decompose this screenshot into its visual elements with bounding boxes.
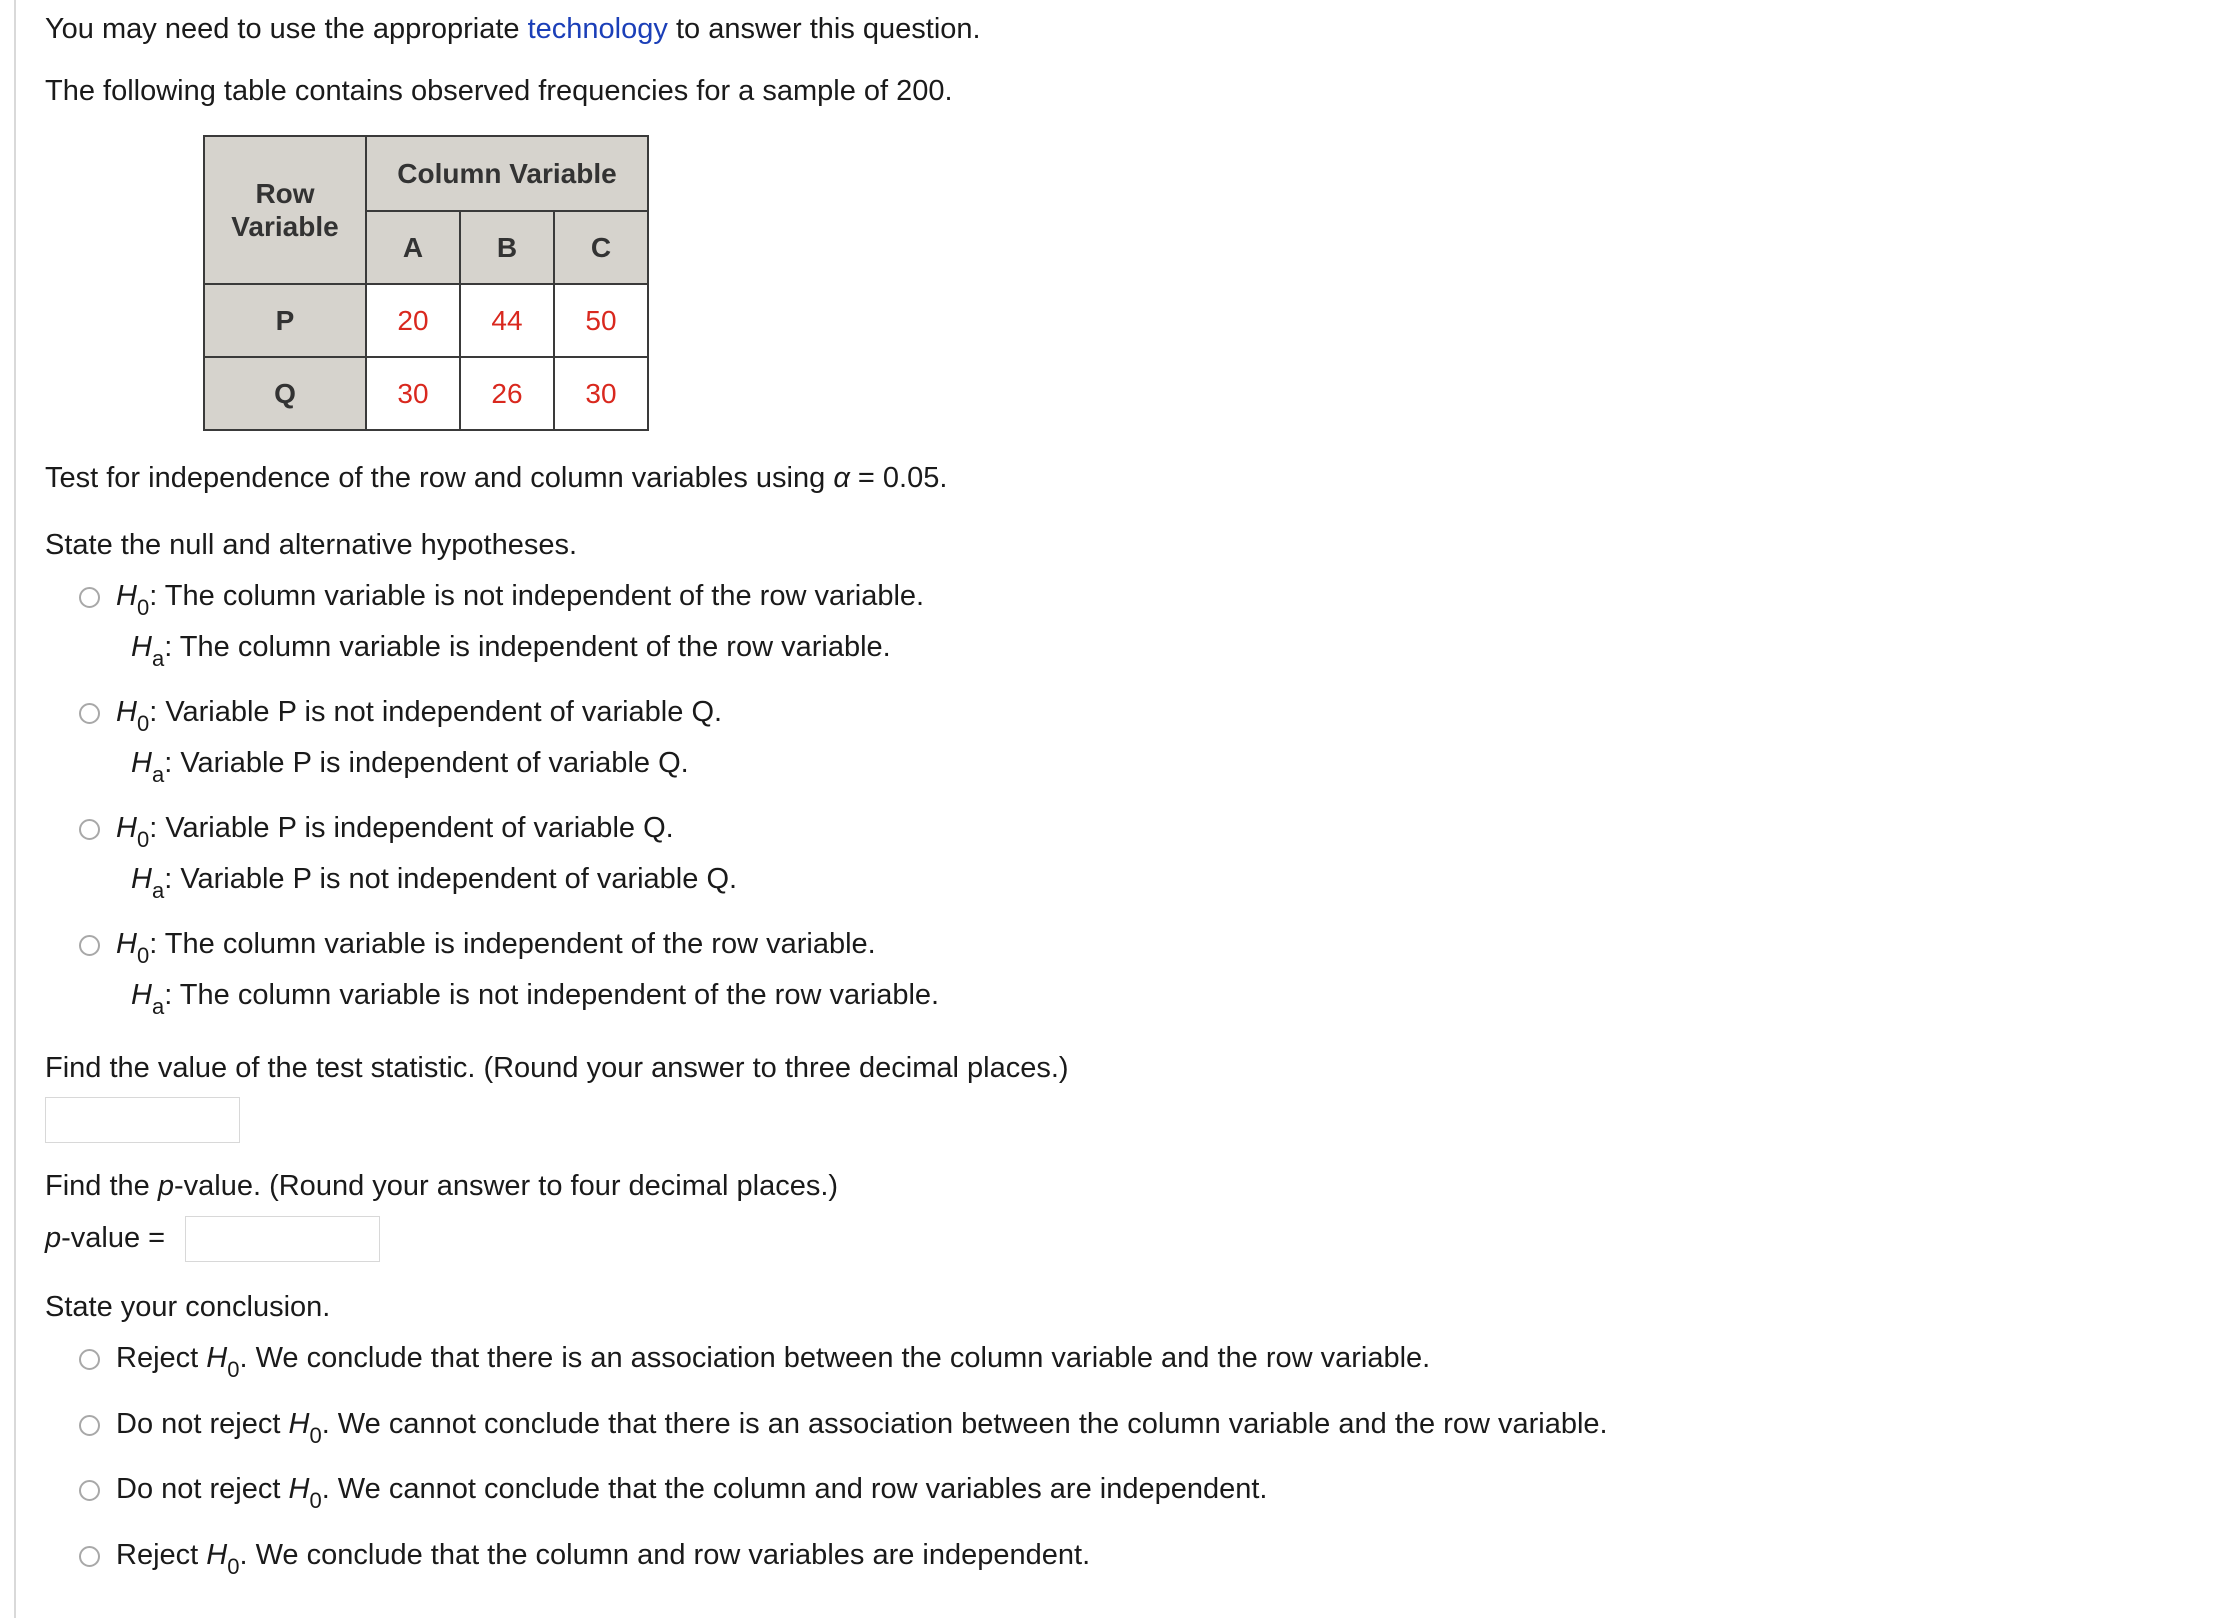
null-text: : Variable P is not independent of variable Q. [149, 696, 723, 728]
sub-0: 0 [136, 827, 150, 852]
conclusion-pre: Do not reject [116, 1473, 289, 1505]
conclusion-option-2-radio[interactable] [79, 1415, 100, 1436]
column-header-b: B [460, 211, 554, 284]
sub-0: 0 [136, 711, 150, 736]
cell-q-b: 26 [460, 357, 554, 430]
sub-0: 0 [227, 1554, 240, 1579]
sub-0: 0 [309, 1488, 322, 1513]
conclusion-option-4-radio[interactable] [79, 1546, 100, 1567]
h-symbol: H [288, 1473, 310, 1505]
column-header-c: C [554, 211, 648, 284]
cell-q-c: 30 [554, 357, 648, 430]
alt-text: : Variable P is independent of variable Q. [164, 747, 689, 779]
sub-0: 0 [309, 1423, 322, 1448]
h-symbol: H [116, 580, 137, 612]
pvalue-label-p: p [45, 1222, 62, 1254]
conclusion-option-1-label[interactable] [116, 1340, 1431, 1382]
hypothesis-option-2-radio[interactable] [79, 703, 100, 724]
frequency-table [203, 135, 649, 431]
hypothesis-option-3-alt [131, 861, 738, 903]
null-text: : The column variable is not independent of the row variable. [149, 580, 925, 612]
test-pre: Test for independence of the row and column variables using [45, 462, 834, 494]
cell-p-a: 20 [366, 284, 460, 357]
hypothesis-option-1-alt [131, 629, 891, 671]
h-symbol: H [206, 1342, 228, 1374]
sub-0: 0 [227, 1357, 240, 1382]
table-row [204, 357, 648, 430]
null-text: : Variable P is independent of variable Q. [149, 812, 674, 844]
conclusion-option-3-label[interactable] [116, 1471, 1268, 1513]
pvalue-label [45, 1220, 165, 1256]
pvalue-prompt-pre: Find the [45, 1170, 158, 1202]
alt-text: : The column variable is not independent of the row variable. [164, 979, 940, 1011]
pvalue-prompt-post: -value. (Round your answer to four decimal places.) [173, 1170, 839, 1202]
sub-0: 0 [136, 595, 150, 620]
intro-post: to answer this question. [667, 13, 981, 45]
pvalue-label-post: -value = [61, 1222, 166, 1254]
h-symbol: H [116, 812, 137, 844]
pvalue-prompt [45, 1168, 838, 1204]
sub-0: 0 [136, 943, 150, 968]
alt-text: : Variable P is not independent of variable Q. [164, 863, 738, 895]
row-label-q: Q [204, 357, 366, 430]
row-variable-line2: Variable [231, 211, 339, 242]
hypothesis-option-1-radio[interactable] [79, 587, 100, 608]
conclusion-post: . We cannot conclude that there is an association between the column variable and the row variable. [321, 1408, 1608, 1440]
hypothesis-option-4-radio[interactable] [79, 935, 100, 956]
pvalue-prompt-p: p [157, 1170, 174, 1202]
h-symbol: H [116, 696, 137, 728]
h-symbol: H [131, 863, 152, 895]
hypotheses-prompt: State the null and alternative hypotheses. [45, 529, 578, 561]
hypothesis-option-3-radio[interactable] [79, 819, 100, 840]
column-variable-header: Column Variable [366, 136, 648, 211]
hypothesis-option-2-alt [131, 745, 689, 787]
column-header-a: A [366, 211, 460, 284]
conclusion-post: . We conclude that there is an association between the column variable and the row variable. [239, 1342, 1431, 1374]
h-symbol: H [288, 1408, 310, 1440]
pvalue-input[interactable] [185, 1216, 380, 1262]
hypothesis-option-4-alt [131, 977, 940, 1019]
test-instruction [45, 460, 947, 496]
alt-text: : The column variable is independent of the row variable. [164, 631, 891, 663]
h-symbol: H [131, 747, 152, 779]
intro-pre: You may need to use the appropriate [45, 13, 528, 45]
sub-a: a [151, 646, 165, 671]
left-border [14, 0, 16, 1618]
technology-link[interactable]: technology [527, 13, 668, 45]
conclusion-option-3-radio[interactable] [79, 1480, 100, 1501]
conclusion-pre: Reject [116, 1342, 207, 1374]
cell-p-c: 50 [554, 284, 648, 357]
conclusion-prompt: State your conclusion. [45, 1291, 331, 1323]
conclusion-option-4-label[interactable] [116, 1537, 1091, 1579]
sample-text: The following table contains observed frequencies for a sample of 200. [45, 75, 953, 107]
table-row [204, 284, 648, 357]
row-variable-line1: Row [255, 178, 315, 209]
conclusion-post: . We conclude that the column and row variables are independent. [239, 1539, 1091, 1571]
cell-p-b: 44 [460, 284, 554, 357]
hypothesis-option-1-null[interactable] [116, 578, 925, 620]
sub-a: a [151, 994, 165, 1019]
h-symbol: H [206, 1539, 228, 1571]
conclusion-post: . We cannot conclude that the column and row variables are independent. [321, 1473, 1268, 1505]
test-post: = 0.05. [849, 462, 948, 494]
h-symbol: H [116, 928, 137, 960]
row-label-p: P [204, 284, 366, 357]
conclusion-pre: Reject [116, 1539, 207, 1571]
null-text: : The column variable is independent of the row variable. [149, 928, 876, 960]
hypothesis-option-2-null[interactable] [116, 694, 723, 736]
conclusion-pre: Do not reject [116, 1408, 289, 1440]
alpha-symbol: α [833, 462, 850, 494]
row-variable-header [204, 136, 366, 284]
sub-a: a [151, 878, 165, 903]
h-symbol: H [131, 631, 152, 663]
cell-q-a: 30 [366, 357, 460, 430]
hypothesis-option-3-null[interactable] [116, 810, 674, 852]
h-symbol: H [131, 979, 152, 1011]
hypothesis-option-4-null[interactable] [116, 926, 876, 968]
conclusion-option-1-radio[interactable] [79, 1349, 100, 1370]
test-statistic-prompt: Find the value of the test statistic. (Round your answer to three decimal places.) [45, 1052, 1069, 1084]
sub-a: a [151, 762, 165, 787]
conclusion-option-2-label[interactable] [116, 1406, 1608, 1448]
test-statistic-input[interactable] [45, 1097, 240, 1143]
intro-text [45, 11, 981, 47]
